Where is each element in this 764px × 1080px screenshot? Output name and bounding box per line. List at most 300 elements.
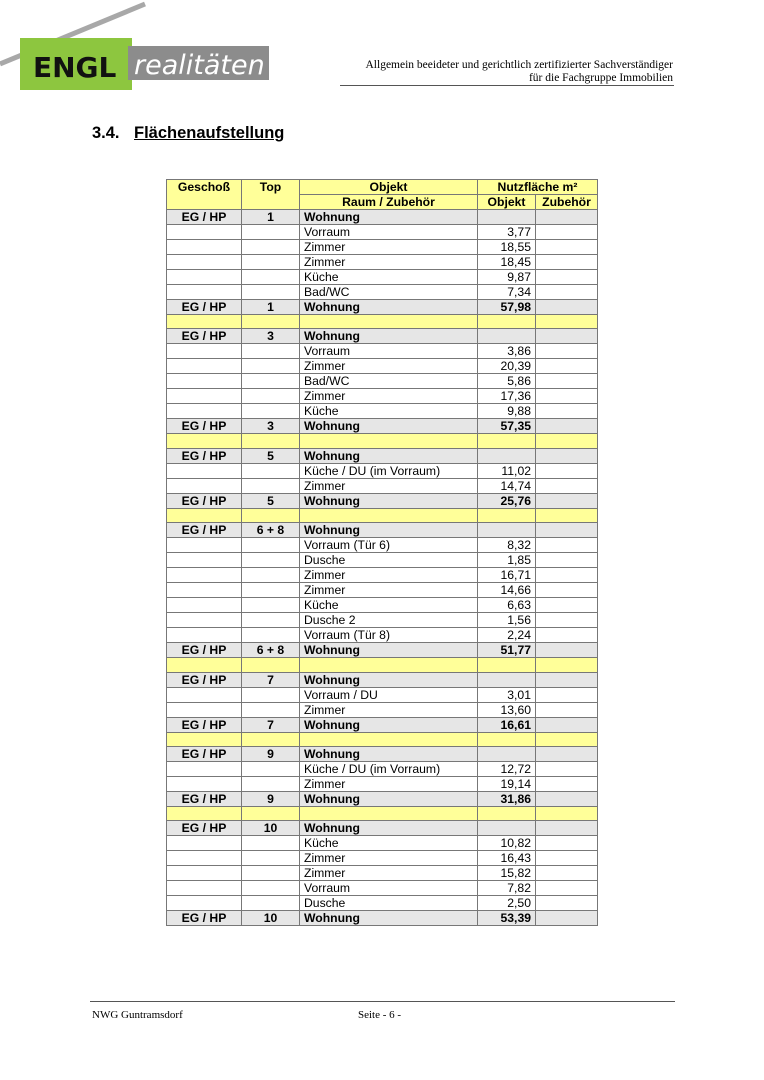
cell-zubehoer: [536, 613, 598, 628]
cell-objekt: 7,82: [478, 881, 536, 896]
footer-divider: [90, 1001, 675, 1002]
cell-raum: [300, 732, 478, 746]
table-row-unit: [167, 523, 598, 538]
cell-zubehoer: [536, 210, 598, 225]
cell-top: [242, 344, 300, 359]
cell-objekt: [478, 806, 536, 820]
cell-raum: Wohnung: [300, 210, 478, 225]
table-row: [167, 538, 598, 553]
cell-objekt: 57,98: [478, 300, 536, 315]
table-row: [167, 270, 598, 285]
cell-zubehoer: [536, 717, 598, 732]
cell-zubehoer: [536, 255, 598, 270]
cell-top: 6 + 8: [242, 643, 300, 658]
cell-geschoss: EG / HP: [167, 493, 242, 508]
cell-objekt: 2,24: [478, 628, 536, 643]
table-row-unit: [167, 419, 598, 434]
cell-objekt: 16,61: [478, 717, 536, 732]
cell-geschoss: [167, 687, 242, 702]
table-row-separator: [167, 806, 598, 820]
cell-objekt: 12,72: [478, 761, 536, 776]
cell-top: [242, 896, 300, 911]
cell-geschoss: [167, 598, 242, 613]
cell-geschoss: EG / HP: [167, 523, 242, 538]
cell-geschoss: [167, 374, 242, 389]
table-row-unit: [167, 911, 598, 926]
table-row-separator: [167, 732, 598, 746]
cell-top: [242, 687, 300, 702]
cell-geschoss: [167, 463, 242, 478]
cell-raum: Wohnung: [300, 672, 478, 687]
cell-geschoss: [167, 434, 242, 448]
cell-geschoss: [167, 836, 242, 851]
cell-top: [242, 598, 300, 613]
table-row: [167, 568, 598, 583]
cell-objekt: 31,86: [478, 791, 536, 806]
cell-top: 3: [242, 419, 300, 434]
cell-objekt: 6,63: [478, 598, 536, 613]
footer-project: NWG Guntramsdorf: [92, 1009, 183, 1021]
cell-raum: Wohnung: [300, 643, 478, 658]
table-row: [167, 896, 598, 911]
cell-zubehoer: [536, 896, 598, 911]
cell-top: 7: [242, 672, 300, 687]
cell-geschoss: EG / HP: [167, 448, 242, 463]
table-row-unit: [167, 329, 598, 344]
cell-raum: Küche: [300, 598, 478, 613]
cell-objekt: [478, 329, 536, 344]
table-row-unit: [167, 210, 598, 225]
header-line-2: für die Fachgruppe Immobilien: [528, 72, 673, 84]
cell-objekt: 1,56: [478, 613, 536, 628]
cell-geschoss: [167, 478, 242, 493]
cell-top: [242, 434, 300, 448]
cell-geschoss: [167, 508, 242, 522]
cell-objekt: 13,60: [478, 702, 536, 717]
col-header-geschoss: Geschoß: [167, 180, 242, 210]
table-row: [167, 613, 598, 628]
table-row: [167, 463, 598, 478]
cell-objekt: 14,74: [478, 478, 536, 493]
cell-raum: [300, 806, 478, 820]
cell-geschoss: [167, 806, 242, 820]
cell-raum: Zimmer: [300, 240, 478, 255]
cell-zubehoer: [536, 270, 598, 285]
cell-zubehoer: [536, 344, 598, 359]
cell-top: [242, 374, 300, 389]
cell-zubehoer: [536, 658, 598, 672]
cell-zubehoer: [536, 746, 598, 761]
cell-top: [242, 404, 300, 419]
cell-geschoss: [167, 240, 242, 255]
cell-geschoss: EG / HP: [167, 746, 242, 761]
cell-raum: Vorraum: [300, 881, 478, 896]
cell-geschoss: [167, 225, 242, 240]
cell-top: [242, 866, 300, 881]
cell-raum: Vorraum: [300, 225, 478, 240]
cell-objekt: 2,50: [478, 896, 536, 911]
cell-geschoss: EG / HP: [167, 329, 242, 344]
logo-text-realitaeten: realitäten: [134, 50, 265, 81]
cell-top: [242, 628, 300, 643]
cell-top: [242, 776, 300, 791]
section-heading: [92, 124, 284, 143]
col-header-zubehoer: Zubehör: [536, 195, 598, 210]
cell-top: 5: [242, 448, 300, 463]
cell-objekt: 9,88: [478, 404, 536, 419]
cell-top: [242, 658, 300, 672]
cell-objekt: 8,32: [478, 538, 536, 553]
section-title: Flächenaufstellung: [134, 124, 285, 142]
cell-raum: Wohnung: [300, 523, 478, 538]
cell-top: 9: [242, 791, 300, 806]
cell-objekt: [478, 672, 536, 687]
cell-geschoss: [167, 851, 242, 866]
cell-zubehoer: [536, 866, 598, 881]
cell-zubehoer: [536, 225, 598, 240]
cell-geschoss: [167, 553, 242, 568]
cell-zubehoer: [536, 478, 598, 493]
cell-top: 7: [242, 717, 300, 732]
cell-zubehoer: [536, 359, 598, 374]
cell-top: [242, 851, 300, 866]
cell-raum: Wohnung: [300, 717, 478, 732]
cell-zubehoer: [536, 300, 598, 315]
cell-zubehoer: [536, 761, 598, 776]
cell-top: [242, 508, 300, 522]
cell-geschoss: [167, 270, 242, 285]
cell-zubehoer: [536, 508, 598, 522]
cell-top: [242, 225, 300, 240]
cell-top: [242, 613, 300, 628]
cell-geschoss: [167, 315, 242, 329]
cell-raum: Wohnung: [300, 419, 478, 434]
table-row: [167, 628, 598, 643]
cell-objekt: 18,45: [478, 255, 536, 270]
cell-raum: Zimmer: [300, 389, 478, 404]
cell-objekt: [478, 732, 536, 746]
cell-top: [242, 583, 300, 598]
cell-objekt: [478, 315, 536, 329]
cell-raum: Dusche: [300, 896, 478, 911]
cell-zubehoer: [536, 315, 598, 329]
table-row-unit: [167, 791, 598, 806]
cell-top: 10: [242, 821, 300, 836]
cell-raum: Wohnung: [300, 493, 478, 508]
footer-page-number: Seite - 6 -: [358, 1009, 402, 1021]
col-header-raum: Raum / Zubehör: [300, 195, 478, 210]
cell-top: [242, 538, 300, 553]
table-row: [167, 866, 598, 881]
table-row: [167, 836, 598, 851]
table-row: [167, 851, 598, 866]
cell-objekt: [478, 821, 536, 836]
col-header-objekt-area: Objekt: [478, 195, 536, 210]
cell-zubehoer: [536, 806, 598, 820]
table-row: [167, 583, 598, 598]
cell-geschoss: EG / HP: [167, 672, 242, 687]
cell-geschoss: EG / HP: [167, 419, 242, 434]
cell-geschoss: [167, 732, 242, 746]
cell-objekt: 25,76: [478, 493, 536, 508]
cell-top: [242, 255, 300, 270]
cell-raum: Küche / DU (im Vorraum): [300, 761, 478, 776]
cell-geschoss: [167, 359, 242, 374]
table-row: [167, 255, 598, 270]
cell-top: 9: [242, 746, 300, 761]
cell-zubehoer: [536, 404, 598, 419]
cell-objekt: [478, 448, 536, 463]
cell-raum: Zimmer: [300, 359, 478, 374]
section-number: 3.4.: [92, 124, 120, 142]
cell-zubehoer: [536, 448, 598, 463]
cell-top: [242, 463, 300, 478]
cell-zubehoer: [536, 672, 598, 687]
cell-raum: Wohnung: [300, 791, 478, 806]
engl-realitaeten-logo: [0, 0, 300, 100]
cell-raum: Wohnung: [300, 821, 478, 836]
cell-raum: [300, 434, 478, 448]
cell-raum: Zimmer: [300, 776, 478, 791]
cell-raum: Vorraum (Tür 8): [300, 628, 478, 643]
cell-raum: Vorraum / DU: [300, 687, 478, 702]
cell-raum: Bad/WC: [300, 285, 478, 300]
area-table: [166, 179, 598, 926]
cell-geschoss: [167, 285, 242, 300]
cell-zubehoer: [536, 419, 598, 434]
cell-zubehoer: [536, 329, 598, 344]
cell-geschoss: EG / HP: [167, 210, 242, 225]
cell-top: [242, 553, 300, 568]
cell-zubehoer: [536, 881, 598, 896]
cell-raum: Wohnung: [300, 448, 478, 463]
cell-zubehoer: [536, 463, 598, 478]
cell-raum: Wohnung: [300, 911, 478, 926]
logo-text-engl: ENGL: [33, 51, 117, 84]
table-row: [167, 553, 598, 568]
cell-top: 1: [242, 300, 300, 315]
cell-top: [242, 315, 300, 329]
cell-top: [242, 702, 300, 717]
cell-zubehoer: [536, 285, 598, 300]
cell-geschoss: [167, 583, 242, 598]
cell-raum: Wohnung: [300, 300, 478, 315]
table-row-unit: [167, 300, 598, 315]
cell-zubehoer: [536, 791, 598, 806]
table-row: [167, 225, 598, 240]
table-row-unit: [167, 746, 598, 761]
cell-zubehoer: [536, 568, 598, 583]
cell-zubehoer: [536, 389, 598, 404]
table-row-unit: [167, 643, 598, 658]
cell-objekt: 3,77: [478, 225, 536, 240]
cell-top: 3: [242, 329, 300, 344]
cell-top: [242, 881, 300, 896]
table-row-separator: [167, 658, 598, 672]
cell-raum: Bad/WC: [300, 374, 478, 389]
table-row: [167, 598, 598, 613]
table-row: [167, 702, 598, 717]
cell-zubehoer: [536, 702, 598, 717]
cell-geschoss: EG / HP: [167, 911, 242, 926]
cell-objekt: 14,66: [478, 583, 536, 598]
cell-zubehoer: [536, 538, 598, 553]
cell-geschoss: [167, 613, 242, 628]
cell-objekt: 17,36: [478, 389, 536, 404]
table-row-separator: [167, 508, 598, 522]
table-row-unit: [167, 493, 598, 508]
cell-objekt: 5,86: [478, 374, 536, 389]
cell-zubehoer: [536, 851, 598, 866]
cell-objekt: 19,14: [478, 776, 536, 791]
cell-top: [242, 732, 300, 746]
cell-zubehoer: [536, 598, 598, 613]
table-row: [167, 687, 598, 702]
table-row-unit: [167, 717, 598, 732]
cell-objekt: 3,86: [478, 344, 536, 359]
cell-objekt: 53,39: [478, 911, 536, 926]
table-row: [167, 344, 598, 359]
cell-geschoss: [167, 866, 242, 881]
cell-geschoss: [167, 404, 242, 419]
table-row-separator: [167, 315, 598, 329]
cell-zubehoer: [536, 732, 598, 746]
cell-geschoss: [167, 628, 242, 643]
cell-objekt: [478, 658, 536, 672]
cell-raum: Vorraum (Tür 6): [300, 538, 478, 553]
cell-raum: Wohnung: [300, 329, 478, 344]
header-divider: [340, 85, 674, 86]
cell-zubehoer: [536, 583, 598, 598]
table-row-separator: [167, 434, 598, 448]
cell-geschoss: [167, 658, 242, 672]
cell-geschoss: [167, 538, 242, 553]
cell-objekt: 15,82: [478, 866, 536, 881]
cell-geschoss: [167, 255, 242, 270]
table-row: [167, 285, 598, 300]
col-header-objekt: Objekt: [300, 180, 478, 195]
cell-objekt: 16,71: [478, 568, 536, 583]
cell-raum: [300, 508, 478, 522]
table-row: [167, 374, 598, 389]
cell-geschoss: [167, 896, 242, 911]
cell-raum: Dusche: [300, 553, 478, 568]
cell-zubehoer: [536, 523, 598, 538]
table-row: [167, 404, 598, 419]
cell-top: 10: [242, 911, 300, 926]
cell-raum: Wohnung: [300, 746, 478, 761]
col-header-top: Top: [242, 180, 300, 210]
cell-objekt: 20,39: [478, 359, 536, 374]
cell-raum: Küche: [300, 270, 478, 285]
cell-top: [242, 270, 300, 285]
cell-geschoss: [167, 568, 242, 583]
cell-geschoss: EG / HP: [167, 791, 242, 806]
cell-objekt: 7,34: [478, 285, 536, 300]
cell-zubehoer: [536, 374, 598, 389]
cell-raum: Küche: [300, 836, 478, 851]
cell-zubehoer: [536, 911, 598, 926]
cell-raum: Dusche 2: [300, 613, 478, 628]
cell-raum: [300, 658, 478, 672]
table-row: [167, 240, 598, 255]
cell-raum: Zimmer: [300, 478, 478, 493]
cell-zubehoer: [536, 553, 598, 568]
cell-raum: Zimmer: [300, 702, 478, 717]
cell-objekt: 51,77: [478, 643, 536, 658]
table-row: [167, 478, 598, 493]
cell-top: [242, 806, 300, 820]
cell-objekt: 9,87: [478, 270, 536, 285]
cell-geschoss: [167, 881, 242, 896]
cell-top: [242, 478, 300, 493]
cell-top: [242, 359, 300, 374]
cell-zubehoer: [536, 836, 598, 851]
cell-raum: [300, 315, 478, 329]
col-header-nutzflaeche: Nutzfläche m²: [478, 180, 598, 195]
header-line-1: Allgemein beeideter und gerichtlich zertifizierter Sachverständiger: [365, 59, 673, 71]
cell-top: 6 + 8: [242, 523, 300, 538]
cell-top: [242, 389, 300, 404]
table-row: [167, 389, 598, 404]
cell-top: [242, 568, 300, 583]
cell-raum: Zimmer: [300, 866, 478, 881]
cell-geschoss: [167, 389, 242, 404]
cell-objekt: [478, 508, 536, 522]
cell-objekt: 57,35: [478, 419, 536, 434]
cell-geschoss: EG / HP: [167, 717, 242, 732]
table-row: [167, 881, 598, 896]
cell-zubehoer: [536, 687, 598, 702]
cell-zubehoer: [536, 821, 598, 836]
cell-geschoss: [167, 344, 242, 359]
table-row-unit: [167, 821, 598, 836]
cell-top: [242, 240, 300, 255]
cell-objekt: [478, 434, 536, 448]
table-row-unit: [167, 672, 598, 687]
cell-objekt: [478, 746, 536, 761]
cell-zubehoer: [536, 643, 598, 658]
table-row: [167, 761, 598, 776]
cell-zubehoer: [536, 493, 598, 508]
cell-geschoss: [167, 761, 242, 776]
cell-zubehoer: [536, 434, 598, 448]
cell-top: [242, 836, 300, 851]
cell-zubehoer: [536, 240, 598, 255]
cell-objekt: [478, 523, 536, 538]
table-row-unit: [167, 448, 598, 463]
cell-raum: Zimmer: [300, 851, 478, 866]
cell-objekt: 3,01: [478, 687, 536, 702]
cell-objekt: 16,43: [478, 851, 536, 866]
cell-top: 5: [242, 493, 300, 508]
cell-raum: Zimmer: [300, 583, 478, 598]
cell-objekt: 10,82: [478, 836, 536, 851]
table-row: [167, 776, 598, 791]
cell-raum: Küche: [300, 404, 478, 419]
cell-objekt: 18,55: [478, 240, 536, 255]
cell-raum: Zimmer: [300, 568, 478, 583]
cell-geschoss: EG / HP: [167, 821, 242, 836]
cell-geschoss: EG / HP: [167, 300, 242, 315]
cell-geschoss: EG / HP: [167, 643, 242, 658]
cell-geschoss: [167, 776, 242, 791]
cell-objekt: 11,02: [478, 463, 536, 478]
table-row: [167, 359, 598, 374]
table-header-row-1: [167, 180, 598, 195]
cell-top: [242, 285, 300, 300]
cell-raum: Küche / DU (im Vorraum): [300, 463, 478, 478]
